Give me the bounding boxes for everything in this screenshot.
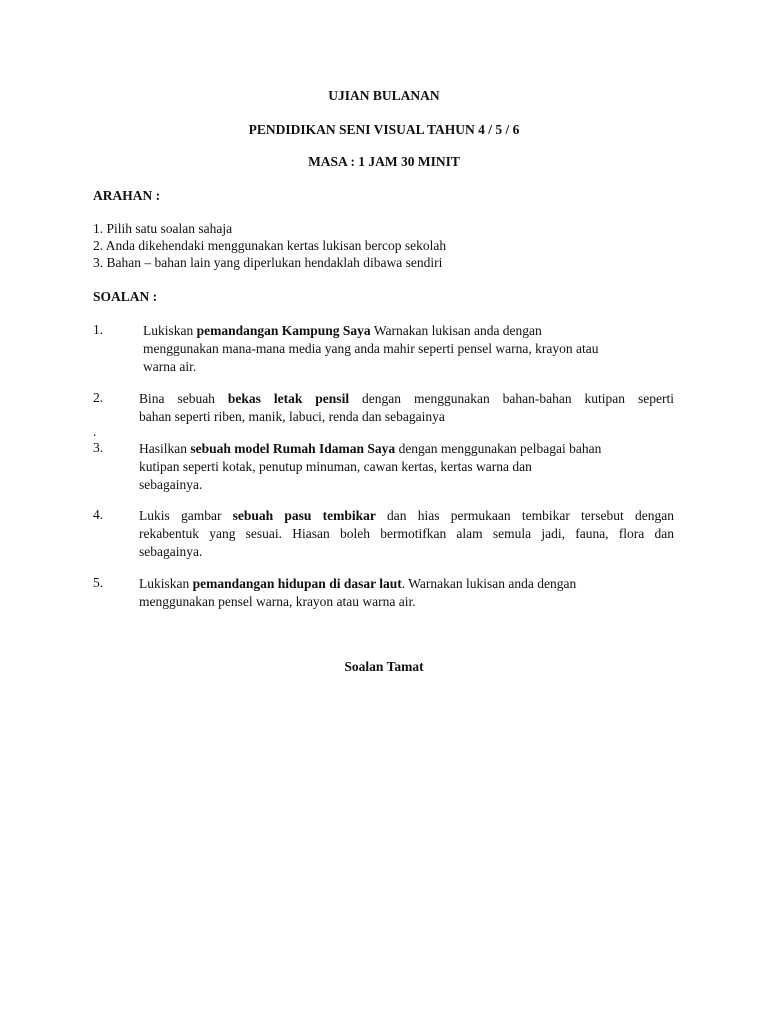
question-number: 5. — [93, 575, 104, 590]
instruction-item-1: 1. Pilih satu soalan sahaja — [93, 221, 233, 236]
stray-dot: . — [93, 424, 97, 439]
exam-subject: PENDIDIKAN SENI VISUAL TAHUN 4 / 5 / 6 — [248, 122, 520, 137]
question-5-text — [139, 575, 674, 611]
question-topic: pemandangan Kampung Saya — [196, 323, 371, 338]
question-2-text — [139, 390, 674, 426]
question-topic: bekas letak pensil — [227, 391, 350, 406]
exam-title: UJIAN BULANAN — [328, 88, 440, 103]
question-text: Lukiskan — [143, 323, 197, 338]
question-number: 1. — [93, 322, 104, 337]
question-number: 2. — [93, 390, 104, 405]
question-line — [139, 507, 674, 525]
question-line — [139, 390, 674, 408]
question-line: warna air. — [143, 359, 197, 374]
question-text: dengan menggunakan pelbagai bahan — [395, 441, 602, 456]
instructions-heading: ARAHAN : — [93, 188, 161, 203]
question-topic: sebuah model Rumah Idaman Saya — [190, 441, 396, 456]
question-1-text — [143, 322, 678, 376]
question-text: Lukiskan — [139, 576, 193, 591]
question-line: kutipan seperti kotak, penutup minuman, cawan kertas, kertas warna dan — [139, 459, 532, 474]
question-line — [143, 322, 678, 340]
question-4-text — [139, 507, 674, 561]
question-line: menggunakan mana-mana media yang anda mahir seperti pensel warna, krayon atau — [143, 341, 599, 356]
question-number: 3. — [93, 440, 104, 455]
question-text: Hasilkan — [139, 441, 191, 456]
question-line: sebagainya. — [139, 477, 203, 492]
question-topic: sebuah pasu tembikar — [232, 508, 376, 523]
question-text: Bina sebuah — [139, 391, 228, 406]
question-text: dengan menggunakan bahan-bahan kutipan seperti — [349, 391, 674, 406]
question-line: menggunakan pensel warna, krayon atau warna air. — [139, 594, 416, 609]
exam-duration: MASA : 1 JAM 30 MINIT — [308, 154, 460, 169]
question-text: . Warnakan lukisan anda dengan — [401, 576, 577, 591]
end-of-questions: Soalan Tamat — [344, 659, 424, 674]
question-text: Lukis gambar — [139, 508, 233, 523]
question-line: rekabentuk yang sesuai. Hiasan boleh bermotifkan alam semula jadi, fauna, flora dan — [139, 526, 674, 541]
question-text: dan hias permukaan tembikar tersebut dengan — [375, 508, 674, 523]
instruction-item-3: 3. Bahan – bahan lain yang diperlukan hendaklah dibawa sendiri — [93, 255, 443, 270]
question-number: 4. — [93, 507, 104, 522]
question-3-text — [139, 440, 674, 494]
instruction-item-2: 2. Anda dikehendaki menggunakan kertas lukisan bercop sekolah — [93, 238, 447, 253]
question-line: bahan seperti riben, manik, labuci, renda dan sebagainya — [139, 409, 445, 424]
question-text: Warnakan lukisan anda dengan — [370, 323, 542, 338]
question-line: sebagainya. — [139, 544, 203, 559]
questions-heading: SOALAN : — [93, 289, 158, 304]
question-line — [139, 575, 674, 593]
question-line — [139, 440, 674, 458]
question-topic: pemandangan hidupan di dasar laut — [192, 576, 402, 591]
